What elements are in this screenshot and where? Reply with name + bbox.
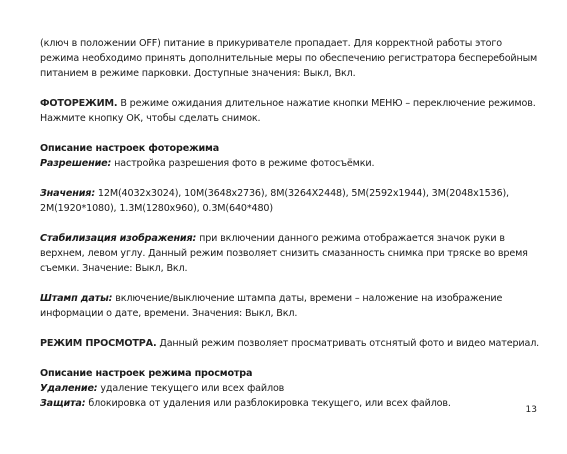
protect-label: Защита: [40, 398, 86, 409]
manual-page-body [40, 36, 540, 411]
playback-settings-title: Описание настроек режима просмотра [40, 368, 253, 379]
stabilization-label: Стабилизация изображения: [40, 233, 197, 244]
playback-mode-paragraph [40, 336, 540, 351]
resolution-label: Разрешение: [40, 158, 112, 169]
photo-settings-title: Описание настроек фоторежима [40, 143, 220, 154]
photo-settings-block [40, 141, 540, 171]
photo-mode-label: ФОТОРЕЖИМ. [40, 98, 118, 109]
date-stamp-text: включение/выключение штампа даты, времени – наложение на изображение информации о дате, времени. Значения: Выкл, Вкл. [40, 293, 503, 319]
values-label: Значения: [40, 188, 96, 199]
delete-text: удаление текущего или всех файлов [97, 383, 285, 394]
playback-settings-block [40, 366, 540, 411]
parking-mode-text: (ключ в положении OFF) питание в прикуривателе пропадает. Для корректной работы этого режима необходимо принять дополнительные меры по обеспечению регистратора бесперебойным питанием в режиме парковки. Доступные значения: Выкл, Вкл. [40, 38, 538, 79]
playback-mode-text: Данный режим позволяет просматривать отснятый фото и видео материал. [156, 338, 540, 349]
stabilization-paragraph [40, 231, 540, 276]
parking-mode-paragraph [40, 36, 540, 81]
resolution-text: настройка разрешения фото в режиме фотосъёмки. [111, 158, 375, 169]
values-paragraph [40, 186, 540, 216]
protect-text: блокировка от удаления или разблокировка текущего, или всех файлов. [85, 398, 451, 409]
date-stamp-label: Штамп даты: [40, 293, 113, 304]
playback-mode-label: РЕЖИМ ПРОСМОТРА. [40, 338, 157, 349]
photo-mode-text: В режиме ожидания длительное нажатие кнопки МЕНЮ – переключение режимов. Нажмите кнопку ОК, чтобы сделать снимок. [40, 98, 536, 124]
values-text: 12M(4032x3024), 10M(3648x2736), 8M(3264X2448), 5M(2592x1944), 3M(2048x1536), 2M(1920*1080), 1.3M(1280x960), 0.3M(640*480) [40, 188, 509, 214]
delete-label: Удаление: [40, 383, 98, 394]
date-stamp-paragraph [40, 291, 540, 321]
stabilization-text: при включении данного режима отображается значок руки в верхнем, левом углу. Данный режим позволяет снизить смазанность снимка при тряске во время съемки. Значение: Выкл, Вкл. [40, 233, 528, 274]
page-number: 13 [525, 405, 537, 415]
photo-mode-paragraph [40, 96, 540, 126]
